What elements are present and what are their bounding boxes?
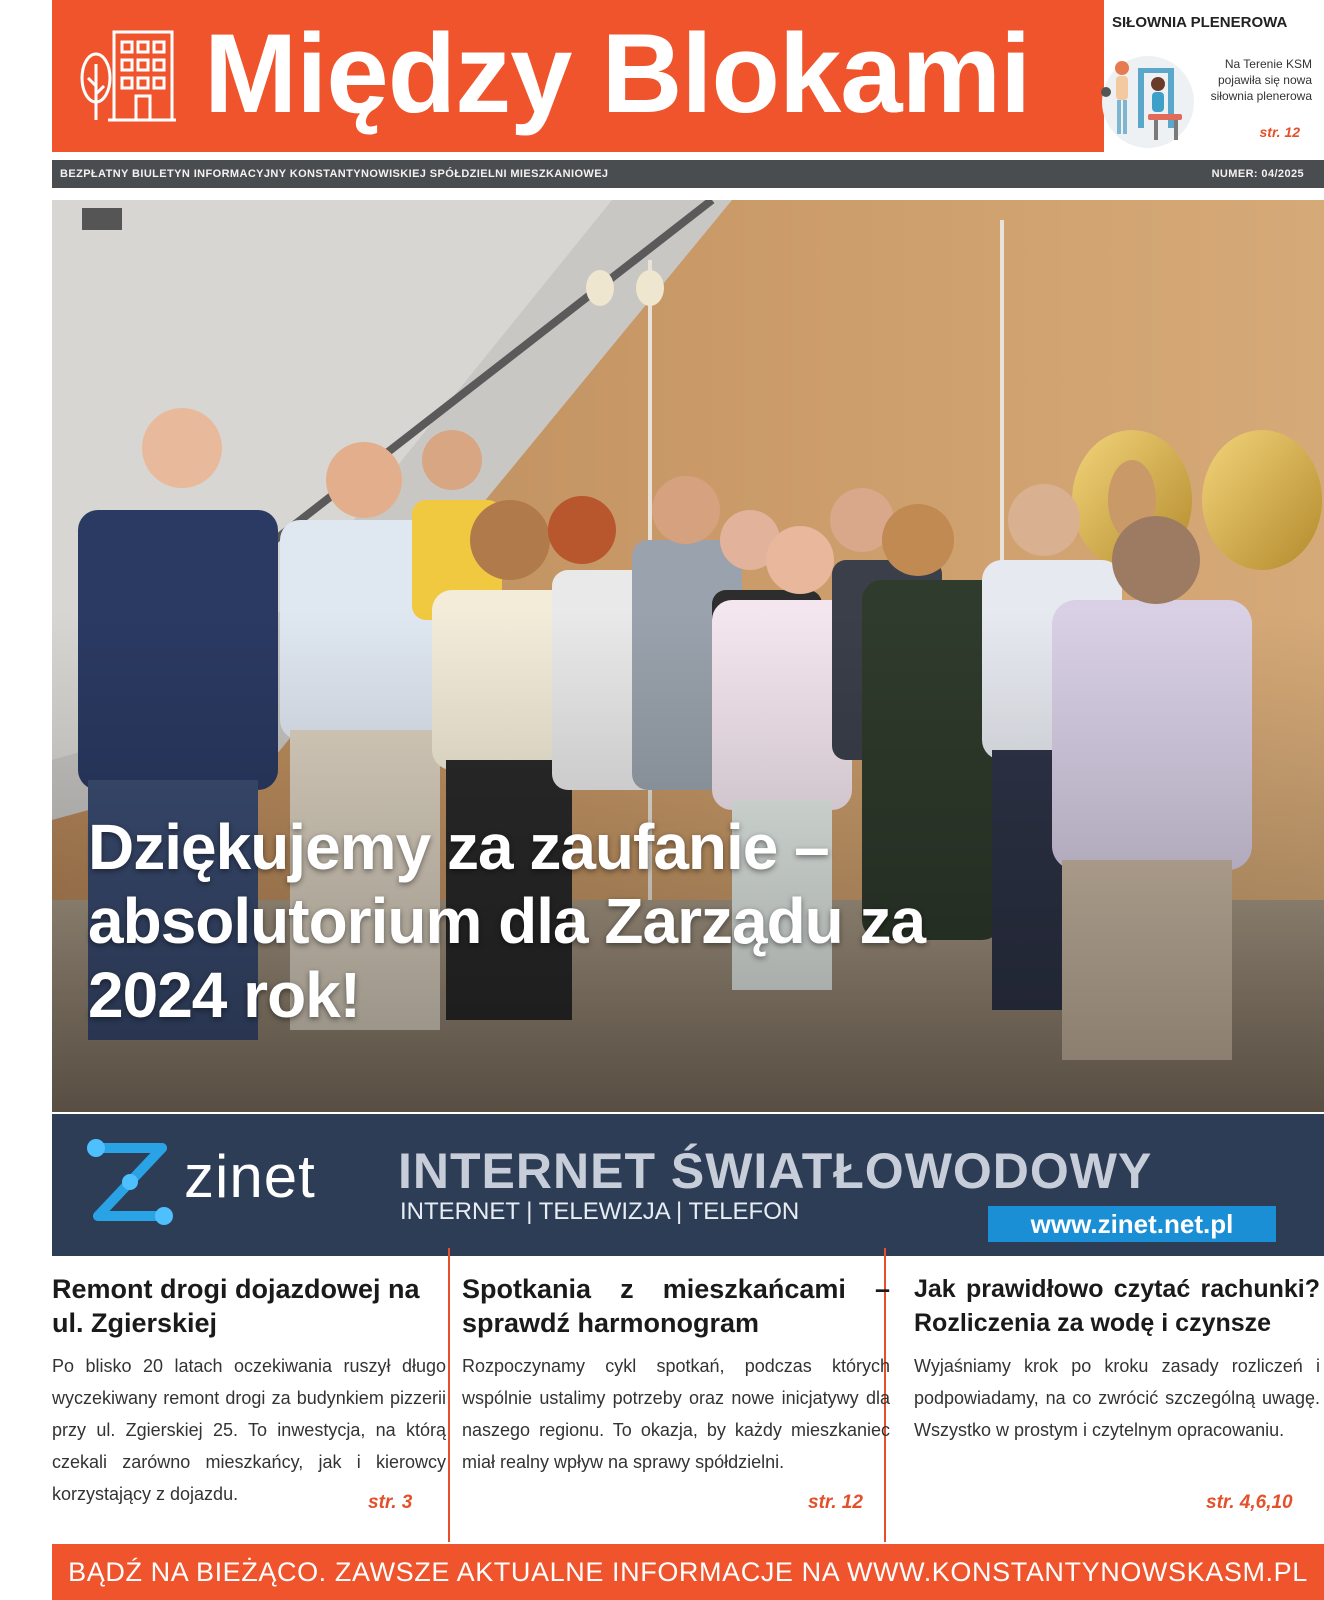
article-page-ref[interactable]: str. 3 [368, 1492, 413, 1513]
article-title[interactable]: Spotkania z mieszkańcami – sprawdź harmonogram [462, 1274, 890, 1338]
tagline-bar [52, 160, 1324, 188]
article-body: Po blisko 20 latach oczekiwania ruszył długo wyczekiwany remont drogi za budynkiem pizzerii przy ul. Zgierskiej 25. To inwestycja, na którą czekali zarówno mieszkańcy, jak i kierowcy korzystający z dojazdu. [52, 1356, 446, 1504]
article-title[interactable]: Remont drogi dojazdowej na ul. Zgierskiej [52, 1274, 420, 1338]
article-resident-meetings[interactable] [462, 1260, 890, 1544]
article-body: Rozpoczynamy cykl spotkań, podczas których wspólnie ustalimy potrzeby oraz nowe inicjatywy dla naszego regionu. To okazja, by każdy mieszkaniec miał realny wpływ na sprawy spółdzielni. [462, 1356, 890, 1472]
building-tree-icon [78, 24, 178, 128]
teaser-text: Na Terenie KSM pojawiła się nowa siłownia plenerowa [1210, 57, 1312, 103]
article-page-ref[interactable]: str. 12 [808, 1492, 863, 1513]
zinet-z-icon [82, 1130, 178, 1234]
article-body: Wyjaśniamy krok po kroku zasady rozliczeń i podpowiadamy, na co zwrócić szczególną uwagę. Wszystko w prostym i czytelnym opracowaniu. [914, 1356, 1320, 1440]
teaser-page-ref[interactable]: str. 12 [1259, 124, 1300, 140]
tagline: BEZPŁATNY BIULETYN INFORMACYJNY KONSTANTYNOWISKIEJ SPÓŁDZIELNI MIESZKANIOWEJ [60, 168, 609, 180]
hero [52, 200, 1324, 1112]
gym-teaser[interactable] [1104, 0, 1324, 155]
article-road-renovation[interactable] [52, 1260, 446, 1544]
teaser-title: SIŁOWNIA PLENEROWA [1112, 14, 1288, 31]
column-divider [448, 1248, 450, 1542]
hero-headline: Dziękujemy za zaufanie – absolutorium dla Zarządu za 2024 rok! [88, 811, 926, 1031]
article-bills-guide[interactable] [914, 1260, 1320, 1544]
issue-number: NUMER: 04/2025 [1211, 168, 1304, 180]
masthead [52, 0, 1104, 152]
ad-brand: zinet [184, 1143, 316, 1210]
ad-subline: INTERNET | TELEWIZJA | TELEFON [400, 1198, 800, 1225]
article-page-ref[interactable]: str. 4,6,10 [1206, 1492, 1293, 1513]
article-title[interactable]: Jak prawidłowo czytać rachunki? Rozliczenia za wodę i czynsze [914, 1275, 1320, 1337]
footer-banner[interactable]: BĄDŹ NA BIEŻĄCO. ZAWSZE AKTUALNE INFORMACJE NA WWW.KONSTANTYNOWSKASM.PL [52, 1544, 1324, 1600]
masthead-title: Między Blokami [204, 11, 1031, 136]
ad-headline: INTERNET ŚWIATŁOWODOWY [398, 1143, 1153, 1199]
zinet-ad-banner[interactable] [52, 1114, 1324, 1256]
ad-url-link[interactable]: www.zinet.net.pl [988, 1206, 1276, 1242]
